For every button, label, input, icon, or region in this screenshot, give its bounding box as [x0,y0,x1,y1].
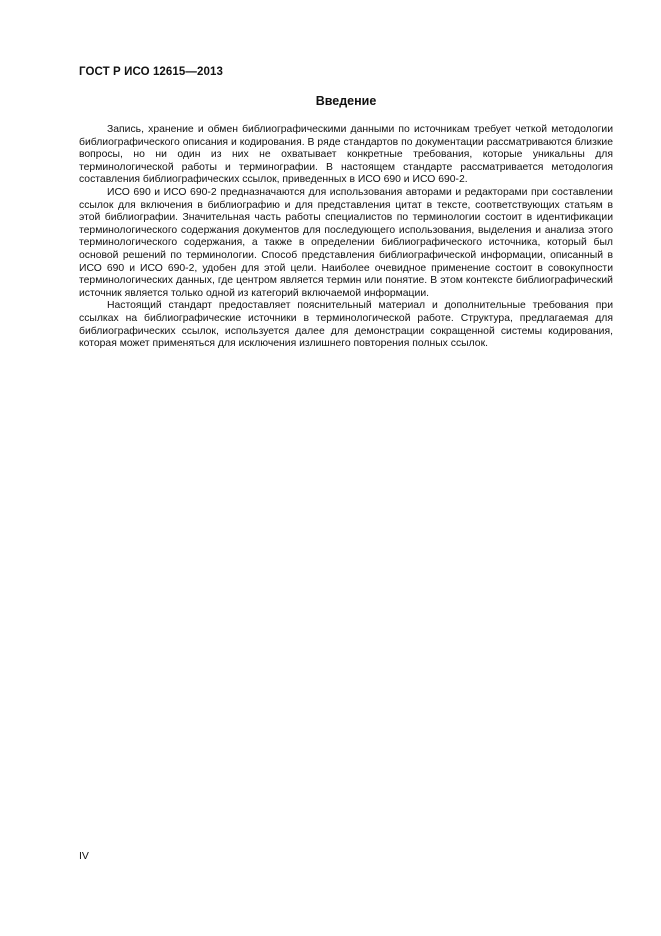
section-title: Введение [315,94,377,108]
page-number: IV [79,850,89,862]
paragraph-1: Запись, хранение и обмен библиографическими данными по источникам требует четкой методологии библиографического описания и кодирования. В ряде стандартов по документации рассматриваются близкие вопросы, но ни один из них не охватывает конкретные требования, которые уникальны для терминологической работы и терминографии. В настоящем стандарте рассматривается методология составления библиографических ссылок, приведенных в ИСО 690 и ИСО 690-2. [79,124,613,186]
document-id-header: ГОСТ Р ИСО 12615—2013 [79,66,224,78]
paragraph-2: ИСО 690 и ИСО 690-2 предназначаются для использования авторами и редакторами при составлении ссылок для включения в библиографию и для представления цитат в тексте, соответствующих статьям в этой библиографии. Значительная часть работы специалистов по терминологии состоит в идентификации терминологического содержания документов для последующего использования, выделения и анализа этого терминологического содержания, а также в определении библиографического источника, который был основой решений по терминологии. Способ представления библиографической информации, описанный в ИСО 690 и ИСО 690-2, удобен для этой цели. Наиболее очевидное применение состоит в совокупности терминологических данных, где центром является термин или понятие. В этом контексте библиографический источник является только одной из категорий включаемой информации. [79,186,613,299]
body-text [79,124,613,351]
paragraph-3: Настоящий стандарт предоставляет пояснительный материал и дополнительные требования при ссылках на библиографические источники в терминологической работе. Структура, предлагаемая для библиографических ссылок, используется далее для демонстрации сокращенной системы кодирования, которая может применяться для исключения излишнего повторения полных ссылок. [79,300,613,350]
